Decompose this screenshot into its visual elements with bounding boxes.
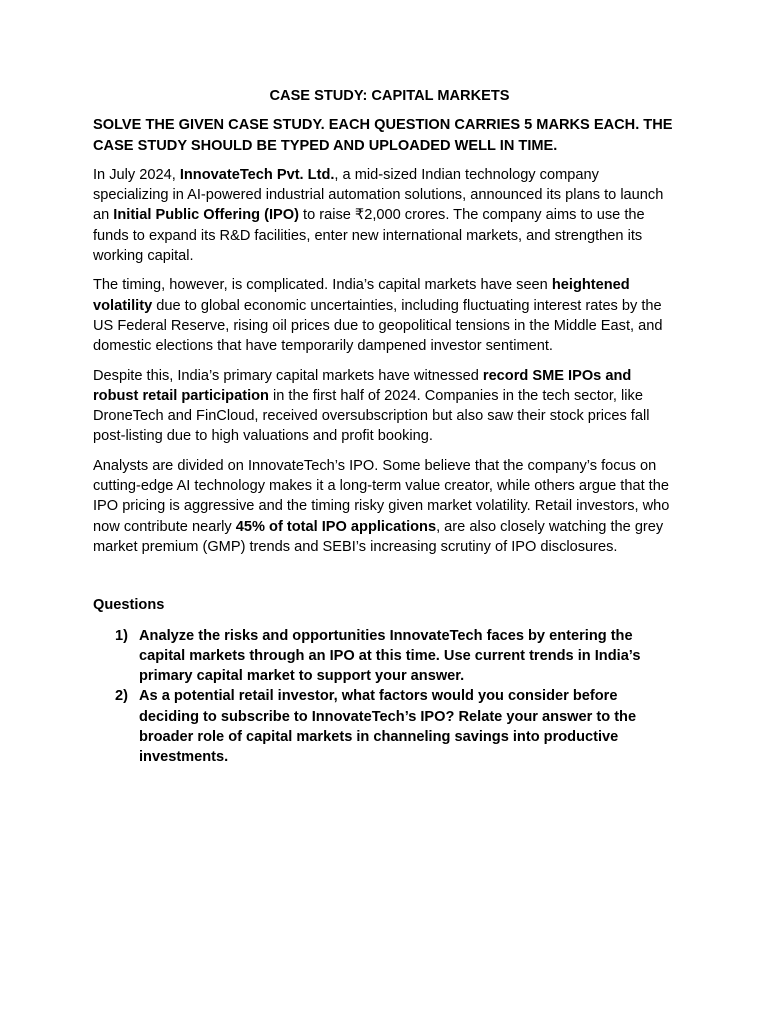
- document-title: CASE STUDY: CAPITAL MARKETS: [269, 88, 510, 104]
- question-text: Analyze the risks and opportunities InnovateTech faces by entering the capital markets through an IPO at this time. Use current trends in India’s primary capital market to support your answer.: [139, 627, 641, 685]
- question-text: As a potential retail investor, what factors would you consider before deciding to subscribe to InnovateTech’s IPO? Relate your answer to the broader role of capital markets in channeling savings into productive investments.: [139, 688, 637, 766]
- paragraph-bold-run: InnovateTech Pvt. Ltd.: [179, 166, 335, 183]
- document-page: [93, 86, 678, 768]
- paragraph-bold-run: 45% of total IPO applications: [235, 518, 437, 535]
- paragraph-text-run: to raise ₹2,000 crores. The company aims to use the funds to expand its R&D facilities, enter new international markets, and strengthen its working capital.: [93, 207, 645, 265]
- paragraph-text-run: in the first half of 2024. Companies in the tech sector, like DroneTech and FinCloud, received oversubscription but also saw their stock prices fall post-listing due to high valuations and profit booking.: [93, 387, 650, 445]
- instructions-text: SOLVE THE GIVEN CASE STUDY. EACH QUESTION CARRIES 5 MARKS EACH. THE CASE STUDY SHOULD BE TYPED AND UPLOADED WELL IN TIME.: [93, 117, 673, 154]
- paragraph-text-run: Despite this, India’s primary capital markets have witnessed: [93, 367, 483, 384]
- questions-heading: Questions: [93, 597, 165, 614]
- paragraph-text-run: In July 2024,: [93, 166, 180, 183]
- body-paragraph: [93, 165, 678, 266]
- paragraph-text-run: Analysts are divided on InnovateTech’s IPO. Some believe that the company’s focus on cutting-edge AI technology makes it a long-term value creator, while others argue that the IPO pricing is aggressive and the timing risky given market volatility. Retail investors, who now contribute nearly: [93, 457, 670, 535]
- paragraph-text-run: due to global economic uncertainties, including fluctuating interest rates by the US Federal Reserve, rising oil prices due to geopolitical tensions in the Middle East, and domestic elections that have temporarily dampened investor sentiment.: [93, 297, 663, 355]
- paragraph-text-run: The timing, however, is complicated. India’s capital markets have seen: [93, 277, 552, 294]
- paragraph-bold-run: Initial Public Offering (IPO): [113, 207, 299, 224]
- body-paragraph: [93, 366, 678, 447]
- body-paragraph: [93, 275, 678, 356]
- questions-list: [93, 626, 678, 768]
- paragraph-text-run: , are also closely watching the grey market premium (GMP) trends and SEBI’s increasing scrutiny of IPO disclosures.: [93, 518, 664, 555]
- question-item: [93, 686, 678, 767]
- paragraph-bold-run: record SME IPOs and robust retail participation: [93, 367, 632, 404]
- question-number: 2): [115, 688, 128, 705]
- paragraph-text-run: , a mid-sized Indian technology company specializing in AI-powered industrial automation solutions, announced its plans to launch an: [93, 166, 664, 224]
- question-number: 1): [115, 627, 128, 644]
- body-paragraph: [93, 456, 678, 557]
- question-item: [93, 626, 678, 687]
- paragraph-bold-run: heightened volatility: [93, 277, 630, 314]
